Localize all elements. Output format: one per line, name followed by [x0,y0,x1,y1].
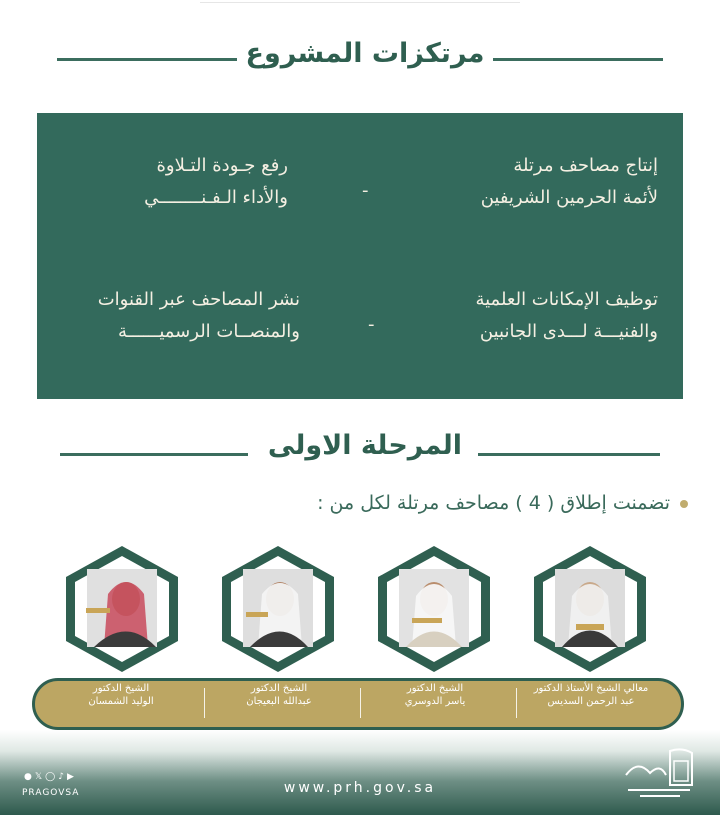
reciter-portrait-4 [64,544,180,674]
reciter-portrait-3 [220,544,336,674]
names-separator-2 [360,688,361,718]
pillar-item-2: رفع جـودة التـلاوة والأداء الـفـنــــــــي [144,155,288,208]
pillar-item-1: إنتاج مصاحف مرتلة لأئمة الحرمين الشريفين [480,155,658,208]
phase-line-left [60,453,248,456]
phase-line-right [478,453,660,456]
reciter-name-2: الشيخ الدكتور ياسر الدوسري [404,683,466,707]
pillar-item-3: توظيف الإمكانات العلمية والفنيـــة لـــدى الجانبين [475,289,658,342]
prh-logo-icon [620,745,700,805]
footer [0,730,720,815]
names-separator-3 [204,688,205,718]
names-separator-1 [516,688,517,718]
youtube-icon[interactable]: ▶ [66,772,77,782]
bullet-dot [680,500,688,508]
reciter-name-3: الشيخ الدكتور عبدالله البعيجان [246,683,312,707]
pillar-dash-1: - [362,180,369,201]
reciter-portrait-1 [532,544,648,674]
reciter-portrait-2 [376,544,492,674]
title-line-left [57,58,237,61]
top-rule [200,2,520,3]
snapchat-icon[interactable]: ● [24,772,35,782]
pillar-item-4: نشر المصاحف عبر القنوات والمنصــات الرسميــــــة [97,289,300,342]
phase-title: المرحلة الاولى [267,430,463,461]
title-line-right [493,58,663,61]
pillar-dash-2: - [368,314,375,335]
reciter-name-4: الشيخ الدكتور الوليد الشمسان [88,683,154,707]
x-icon[interactable]: 𝕏 [34,772,46,782]
website-url[interactable]: www.prh.gov.sa [283,780,437,796]
phase-bullet-text: تضمنت إطلاق ( 4 ) مصاحف مرتلة لكل من : [317,492,670,514]
pillars-title: مرتكزات المشروع [245,38,485,69]
tiktok-icon[interactable]: ♪ [58,772,67,782]
reciter-name-1: معالي الشيخ الأستاذ الدكتور عبد الرحمن السديس [533,683,649,707]
instagram-icon[interactable]: ◯ [45,772,59,782]
social-handle: PRAGOVSA [22,788,80,798]
